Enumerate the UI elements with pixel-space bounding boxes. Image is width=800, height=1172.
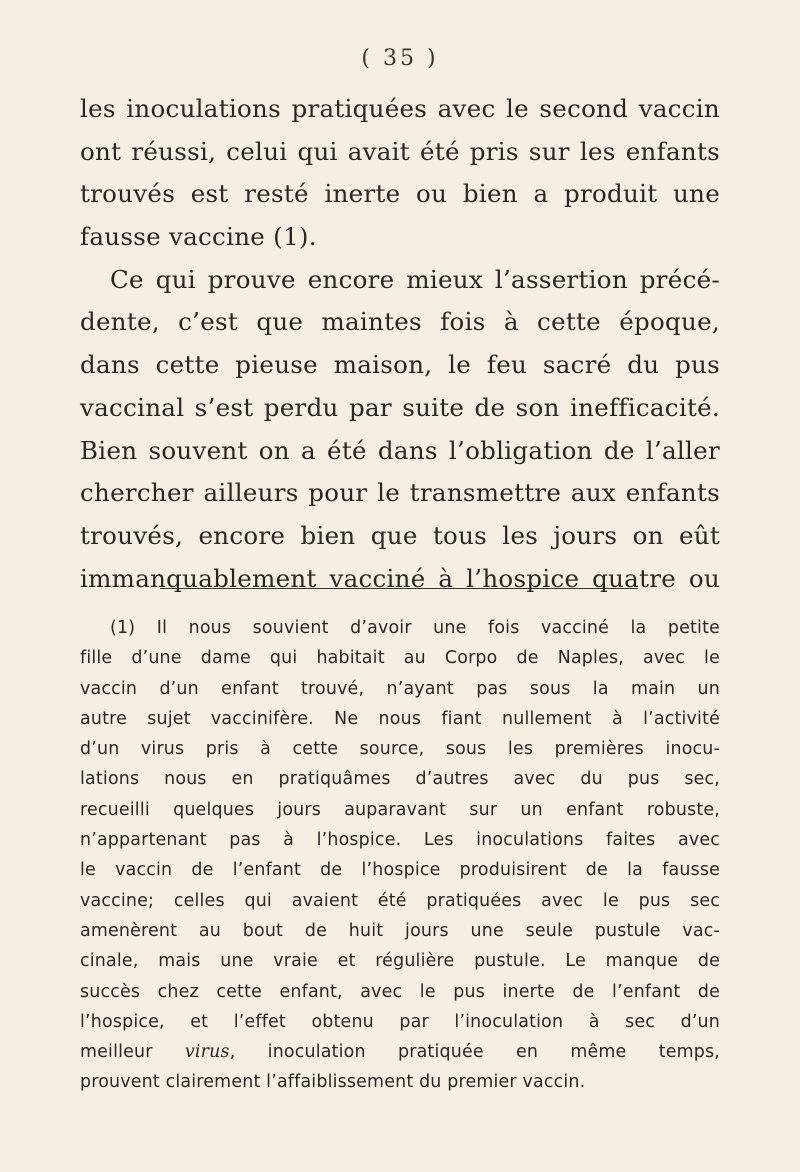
footnote-line-with-italic: [80, 1037, 720, 1067]
page-number: ( 35 ): [361, 46, 439, 71]
footnote-line: autre sujet vaccinifère. Ne nous fiant nullement à l’activité: [80, 708, 720, 729]
footnote-line: (1) Il nous souvient d’avoir une fois vacciné la petite: [110, 618, 720, 638]
text-line: vaccinal s’est perdu par suite de son inefficacité.: [80, 392, 720, 422]
footnote-text: meilleur: [80, 1042, 185, 1063]
footnote-line: succès chez cette enfant, avec le pus inerte de l’enfant de: [80, 981, 720, 1002]
text-line: fausse vaccine (1).: [80, 222, 317, 252]
text-line: dans cette pieuse maison, le feu sacré du pus: [80, 350, 720, 380]
text-line: trouvés est resté inerte ou bien a produit une: [80, 179, 720, 209]
footnote-line: l’hospice, et l’effet obtenu par l’inoculation à sec d’un: [80, 1011, 720, 1032]
footnote-line: le vaccin de l’enfant de l’hospice produisirent de la fausse: [80, 860, 720, 881]
main-text-block: [80, 88, 720, 600]
text-line: dente, c’est que maintes fois à cette époque,: [80, 307, 720, 337]
footnote-line: d’un virus pris à cette source, sous les premières inocu-: [80, 739, 720, 760]
text-line: les inoculations pratiquées avec le second vaccin: [80, 94, 720, 123]
footnote-line: vaccin d’un enfant trouvé, n’ayant pas sous la main un: [80, 678, 720, 699]
footnote-line: vaccine; celles qui avaient été pratiquées avec le pus sec: [80, 890, 720, 911]
footnote-line: n’appartenant pas à l’hospice. Les inoculations faites avec: [80, 830, 720, 851]
footnote-line: amenèrent au bout de huit jours une seule pustule vac-: [80, 920, 720, 941]
text-line: Ce qui prouve encore mieux l’assertion précé-: [110, 264, 720, 294]
footnote-line: recueilli quelques jours auparavant sur un enfant robuste,: [80, 799, 720, 820]
footnote-text: , inoculation pratiquée en même temps,: [229, 1042, 720, 1063]
footnote-line: lations nous en pratiquâmes d’autres avec du pus sec,: [80, 769, 720, 790]
text-line: Bien souvent on a été dans l’obligation de l’aller: [80, 435, 720, 465]
text-line: ont réussi, celui qui avait été pris sur les enfants: [80, 136, 720, 166]
footnote-line: fille d’une dame qui habitait au Corpo de Naples, avec le: [80, 648, 720, 669]
text-line: immanquablement vacciné à l’hospice quatre ou: [80, 563, 720, 593]
footnote-block: [80, 613, 720, 1098]
footnote-line: cinale, mais une vraie et régulière pustule. Le manque de: [80, 951, 720, 972]
footnote-separator: [160, 588, 638, 589]
italic-word: virus: [184, 1042, 230, 1063]
text-line: trouvés, encore bien que tous les jours on eût: [80, 520, 720, 550]
footnote-line: prouvent clairement l’affaiblissement du premier vaccin.: [80, 1072, 586, 1093]
text-line: chercher ailleurs pour le transmettre aux enfants: [80, 478, 720, 508]
